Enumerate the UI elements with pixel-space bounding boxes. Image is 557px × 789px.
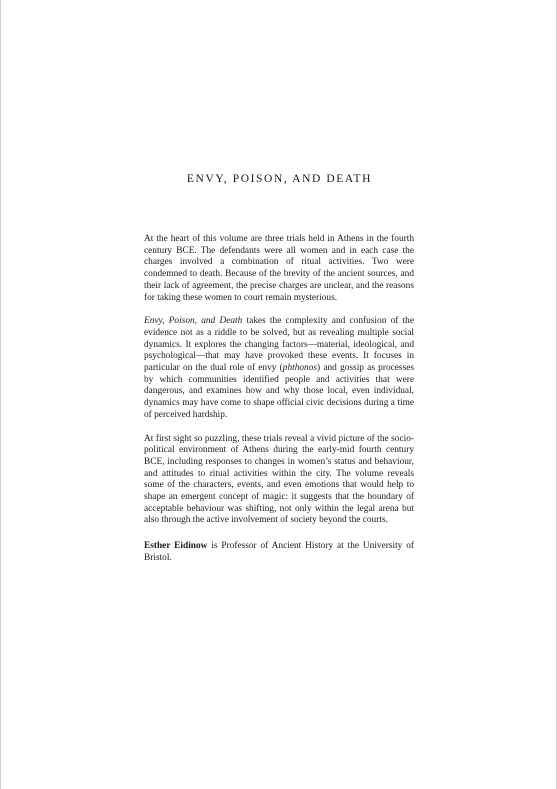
author-bio-text: is Professor of Ancient History at the University of Bristol. — [144, 541, 414, 563]
paragraph-summary — [144, 316, 414, 421]
page-title: ENVY, POISON, AND DEATH — [186, 173, 373, 185]
book-title-italic: Envy, Poison, and Death — [144, 316, 243, 327]
summary-text-part1: takes the complexity and confusion of the evidence not as a riddle to be solved, but as revealing multiple social dynamics. It explores the changing factors—material, ideological, and psychological—that may have provoked these events. It focuses in particular on the dual role of envy ( — [144, 316, 414, 374]
paragraph-context: At first sight so puzzling, these trials reveal a vivid picture of the socio-political environment of Athens during the early-mid fourth century BCE, including responses to changes in women’s status and behaviour, and attitudes to ritual activities within the city. The volume reveals some of the characters, events, and even emotions that would help to shape an emergent concept of magic: it suggests that the boundary of acceptable behaviour was shifting, not only within the legal arena but also through the active involvement of society beyond the courts. — [144, 433, 414, 526]
author-bio — [144, 541, 414, 564]
summary-text-part2: ) and gossip as processes by which communities identified people and activities that were dangerous, and examines how and why those local, even individual, dynamics may have come to shape official civic decisions during a time of perceived hardship. — [144, 363, 414, 420]
paragraph-intro: At the heart of this volume are three trials held in Athens in the fourth century BCE. The defendants were all women and in each case the charges involved a combination of ritual activities. Two were condemned to death. Because of the brevity of the ancient sources, and their lack of agreement, the precise charges are unclear, and the reasons for taking these women to court remain mysterious. — [144, 234, 414, 303]
blurb-text — [144, 234, 414, 578]
author-name: Esther Eidinow — [144, 541, 208, 552]
term-italic: phthonos — [282, 363, 318, 374]
